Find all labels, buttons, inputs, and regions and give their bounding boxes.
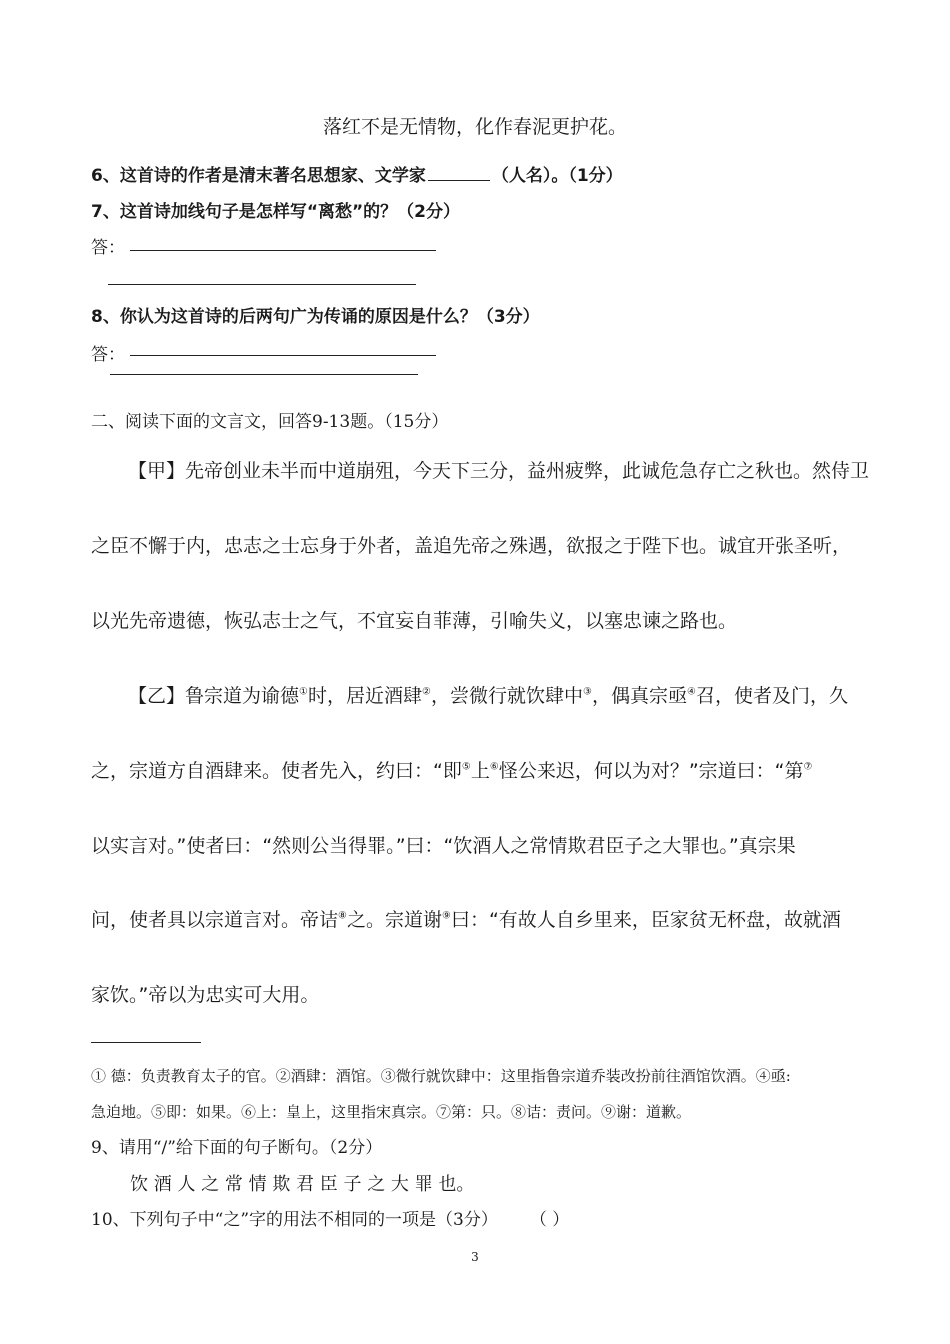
text-span: 上: [470, 760, 490, 782]
footnote-line: 急迫地。⑤即：如果。⑥上：皇上，这里指宋真宗。⑦第：只。⑧诘：责问。⑨谢：道歉。: [91, 1103, 692, 1121]
passage-jia-line: 【甲】先帝创业未半而中道崩殂，今天下三分，益州疲弊，此诚危急存亡之秋也。然侍卫: [128, 460, 870, 482]
answer-line[interactable]: [130, 250, 436, 251]
passage-jia-line: 以光先帝遗德，恢弘志士之气，不宜妄自菲薄，引喻失义，以塞忠谏之路也。: [91, 610, 738, 632]
question-6-text: 6、这首诗的作者是清末著名思想家、文学家: [91, 166, 426, 186]
text-span: 曰：“有故人自乡里来，臣家贫无杯盘，故就酒: [450, 909, 841, 931]
text-span: ，偶真宗亟: [591, 685, 687, 707]
text-span: 问，使者具以宗道言对。帝诘: [91, 909, 339, 931]
footnote-marker: ⑧: [338, 910, 347, 922]
text-span: 怪公来迟，何以为对？”宗道曰：“第: [498, 760, 804, 782]
footnote-marker: ⑤: [461, 761, 471, 773]
footnote-marker: ①: [299, 686, 308, 698]
passage-yi-line: 家饮。”帝以为忠实可大用。: [91, 984, 320, 1006]
answer-line[interactable]: [130, 355, 436, 356]
question-10-text: 10、下列句子中“之”字的用法不相同的一项是（3分）: [91, 1210, 498, 1230]
text-span: 时，居近酒肆: [307, 685, 422, 707]
question-6: [91, 161, 623, 186]
question-8: 8、你认为这首诗的后两句广为传诵的原因是什么？（3分）: [91, 307, 540, 327]
passage-yi-line: [128, 681, 848, 708]
question-7: 7、这首诗加线句子是怎样写“离愁”的？（2分）: [91, 202, 461, 222]
question-6-suffix: （人名）。（1分）: [491, 166, 623, 186]
section-heading: 二、阅读下面的文言文，回答9-13题。（15分）: [91, 412, 449, 432]
footnote-divider: [91, 1042, 201, 1043]
text-span: 之。宗道谢: [346, 909, 442, 931]
footnote-marker: ⑥: [489, 761, 499, 773]
answer-line[interactable]: [110, 374, 418, 375]
text-span: 召，使者及门，久: [695, 685, 848, 707]
question-9-sentence: 饮 酒 人 之 常 情 欺 君 臣 子 之 大 罪 也。: [130, 1174, 475, 1195]
footnote-marker: ④: [686, 686, 696, 698]
text-span: 【乙】鲁宗道为谕德: [128, 685, 300, 707]
footnote-marker: ③: [582, 686, 592, 698]
footnote-line: ① 德：负责教育太子的官。②酒肆：酒馆。③微行就饮肆中：这里指鲁宗道乔装改扮前往酒馆饮酒。④亟:: [91, 1067, 791, 1085]
page-number: 3: [471, 1250, 479, 1264]
passage-yi-line: [91, 905, 841, 932]
footnote-marker: ⑦: [803, 761, 813, 773]
footnote-marker: ⑨: [442, 910, 451, 922]
passage-yi-line: [91, 756, 812, 783]
answer-label: 答：: [91, 238, 125, 258]
answer-parentheses[interactable]: （ ）: [529, 1210, 570, 1230]
passage-jia-line: 之臣不懈于内，忠志之士忘身于外者，盖追先帝之殊遇，欲报之于陛下也。诚宜开张圣听，: [91, 535, 852, 557]
answer-blank[interactable]: [428, 166, 490, 181]
poem-line: 落红不是无情物，化作春泥更护花。: [322, 116, 627, 138]
footnote-marker: ②: [422, 686, 431, 698]
passage-yi-line: 以实言对。”使者曰：“然则公当得罪。”曰：“饮酒人之常情欺君臣子之大罪也。”真宗果: [91, 835, 796, 857]
text-span: 之，宗道方自酒肆来。使者先入，约曰：“即: [91, 760, 462, 782]
question-9: 9、请用“/”给下面的句子断句。（2分）: [91, 1138, 383, 1158]
answer-line[interactable]: [108, 284, 416, 285]
question-10: [91, 1205, 569, 1230]
answer-label: 答：: [91, 345, 125, 365]
text-span: ，尝微行就饮肆中: [430, 685, 583, 707]
